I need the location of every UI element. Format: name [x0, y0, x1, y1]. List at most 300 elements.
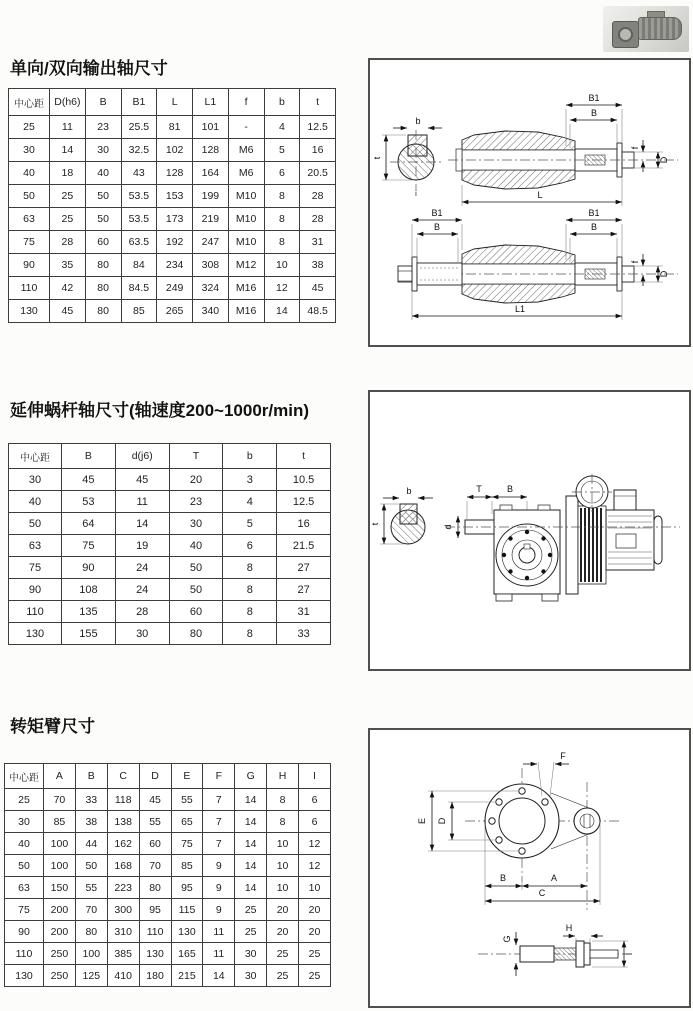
table-cell: 32.5	[121, 139, 157, 162]
table-cell: 110	[139, 921, 171, 943]
dim-label-D: D	[659, 270, 669, 278]
table-cell: 80	[85, 277, 121, 300]
dim-label-b: b	[415, 116, 421, 126]
table-cell: 249	[157, 277, 193, 300]
table-cell: 8	[267, 789, 299, 811]
column-header: F	[203, 764, 235, 789]
table-cell: 9	[203, 899, 235, 921]
table-cell: 50	[169, 557, 223, 579]
table-cell: 31	[277, 601, 331, 623]
table-cell: 21.5	[277, 535, 331, 557]
dim-label-B: B	[590, 108, 598, 118]
table-cell: 60	[169, 601, 223, 623]
table-row	[9, 491, 331, 513]
table-row	[9, 139, 336, 162]
table-cell: 6	[264, 162, 300, 185]
table-cell: 50	[9, 185, 50, 208]
table-cell: 27	[277, 557, 331, 579]
dim-label-A: A	[550, 873, 558, 883]
torque-arm-diagram-frame	[368, 728, 691, 1008]
table-cell: 25	[5, 789, 44, 811]
table-cell: 33	[75, 789, 107, 811]
table-cell: 8	[223, 623, 277, 645]
table-cell: 108	[62, 579, 116, 601]
table-cell: M10	[228, 208, 264, 231]
table-cell: 168	[107, 855, 139, 877]
table-row	[9, 623, 331, 645]
table-row	[5, 833, 331, 855]
dim-label-H: H	[565, 923, 573, 933]
table-cell: 5	[223, 513, 277, 535]
table-cell: 7	[203, 833, 235, 855]
table-cell: 20	[267, 921, 299, 943]
column-header: B1	[121, 89, 157, 116]
table-cell: 130	[9, 623, 62, 645]
table-cell: 130	[139, 943, 171, 965]
dim-label-i: i	[415, 189, 417, 198]
table-cell: 234	[157, 254, 193, 277]
table-cell: 165	[171, 943, 203, 965]
worm-shaft-diagram-frame	[368, 390, 691, 671]
table-cell: 80	[85, 300, 121, 323]
column-header: b	[264, 89, 300, 116]
table-cell: 70	[44, 789, 76, 811]
table-cell: 7	[203, 811, 235, 833]
table-row	[5, 811, 331, 833]
table-cell: 60	[139, 833, 171, 855]
table-cell: 25	[267, 943, 299, 965]
table-row	[5, 965, 331, 987]
table-cell: 3	[223, 469, 277, 491]
table-cell: 5	[264, 139, 300, 162]
table-cell: 85	[121, 300, 157, 323]
table-cell: 100	[44, 855, 76, 877]
table-cell: 11	[50, 116, 86, 139]
table-cell: 8	[264, 208, 300, 231]
table-cell: 130	[171, 921, 203, 943]
column-header: f	[228, 89, 264, 116]
dim-label-D: D	[659, 156, 669, 164]
worm-shaft-dimension-table	[8, 443, 331, 645]
column-header: T	[169, 444, 223, 469]
table-cell: 130	[9, 300, 50, 323]
table-cell: 25	[235, 899, 267, 921]
dim-label-t: t	[372, 156, 382, 160]
table-row	[5, 899, 331, 921]
table-cell: 180	[139, 965, 171, 987]
table-cell: 20	[299, 899, 331, 921]
table-cell: 40	[85, 162, 121, 185]
table-cell: 45	[50, 300, 86, 323]
table-cell: 128	[193, 139, 229, 162]
table-cell: 10	[299, 877, 331, 899]
table-cell: 75	[171, 833, 203, 855]
table-cell: 9	[203, 855, 235, 877]
table-cell: 8	[223, 557, 277, 579]
column-header: B	[85, 89, 121, 116]
table-cell: 385	[107, 943, 139, 965]
table-row	[5, 877, 331, 899]
table-cell: 101	[193, 116, 229, 139]
table-cell: 65	[171, 811, 203, 833]
table-cell: 308	[193, 254, 229, 277]
output-shaft-diagram-frame	[368, 58, 691, 347]
column-header: d(j6)	[115, 444, 169, 469]
table-cell: 8	[223, 579, 277, 601]
table-cell: 10.5	[277, 469, 331, 491]
dim-label-b1: B1	[431, 208, 443, 218]
dim-label-L: L	[537, 190, 543, 200]
table-cell: 90	[62, 557, 116, 579]
table-cell: 50	[9, 513, 62, 535]
table-row	[9, 162, 336, 185]
table-cell: 4	[223, 491, 277, 513]
table-cell: 11	[115, 491, 169, 513]
column-header: 中心距	[9, 89, 50, 116]
table-cell: 14	[235, 789, 267, 811]
table-cell: 10	[267, 833, 299, 855]
table-cell: 14	[235, 877, 267, 899]
table-cell: 70	[139, 855, 171, 877]
table-cell: 28	[115, 601, 169, 623]
table-cell: 40	[169, 535, 223, 557]
table-cell: 80	[139, 877, 171, 899]
table-cell: 192	[157, 231, 193, 254]
table-cell: 30	[235, 965, 267, 987]
table-row	[9, 300, 336, 323]
table-cell: 14	[235, 811, 267, 833]
table-cell: 250	[44, 965, 76, 987]
table-cell: 247	[193, 231, 229, 254]
table-cell: 50	[85, 208, 121, 231]
table-cell: 110	[9, 601, 62, 623]
table-cell: 12.5	[300, 116, 336, 139]
table-cell: 14	[235, 833, 267, 855]
table-cell: 25.5	[121, 116, 157, 139]
photo-motor-shape	[638, 17, 682, 40]
table-cell: 55	[75, 877, 107, 899]
table-cell: M10	[228, 231, 264, 254]
table-row	[5, 943, 331, 965]
column-header: I	[299, 764, 331, 789]
table-cell: 31	[300, 231, 336, 254]
table-cell: 8	[223, 601, 277, 623]
table-cell: 27	[277, 579, 331, 601]
table-cell: 64	[62, 513, 116, 535]
table-cell: 53	[62, 491, 116, 513]
table-cell: 150	[44, 877, 76, 899]
table-cell: 128	[157, 162, 193, 185]
table-cell: 24	[115, 579, 169, 601]
table-cell: 44	[75, 833, 107, 855]
table-cell: 25	[50, 185, 86, 208]
table-cell: 50	[5, 855, 44, 877]
table-cell: 162	[107, 833, 139, 855]
dim-label-B: B	[499, 873, 507, 883]
table-cell: 14	[50, 139, 86, 162]
table-cell: 6	[223, 535, 277, 557]
table-cell: 30	[115, 623, 169, 645]
dim-label-t: t	[370, 522, 380, 526]
table-cell: 63.5	[121, 231, 157, 254]
column-header: A	[44, 764, 76, 789]
photo-gearbox-shape	[612, 21, 639, 48]
table-cell: 12	[299, 833, 331, 855]
table-cell: 90	[9, 254, 50, 277]
table-cell: 14	[203, 965, 235, 987]
table-cell: 11	[203, 943, 235, 965]
column-header: B	[62, 444, 116, 469]
table-cell: 28	[50, 231, 86, 254]
dim-label-B: B	[590, 222, 598, 232]
table-cell: 43	[121, 162, 157, 185]
column-header: 中心距	[5, 764, 44, 789]
table-row	[9, 185, 336, 208]
table-cell: 90	[9, 579, 62, 601]
table-cell: 12	[299, 855, 331, 877]
table-cell: 16	[277, 513, 331, 535]
table-cell: 115	[171, 899, 203, 921]
table-cell: 80	[169, 623, 223, 645]
table-cell: 30	[169, 513, 223, 535]
table-cell: 14	[264, 300, 300, 323]
table-cell: 410	[107, 965, 139, 987]
table-cell: 130	[5, 965, 44, 987]
torque-arm-diagram	[370, 730, 689, 1006]
table-cell: 45	[139, 789, 171, 811]
table-cell: 10	[267, 877, 299, 899]
table-cell: M10	[228, 185, 264, 208]
table-cell: 75	[62, 535, 116, 557]
table-cell: 42	[50, 277, 86, 300]
table-cell: 20	[267, 899, 299, 921]
column-header: G	[235, 764, 267, 789]
table-cell: 14	[235, 855, 267, 877]
table-cell: 45	[115, 469, 169, 491]
table-cell: 10	[267, 855, 299, 877]
table-row	[9, 469, 331, 491]
dim-label-b1: B1	[588, 93, 600, 103]
table-cell: 8	[264, 185, 300, 208]
header-row	[9, 444, 331, 469]
table-cell: 75	[5, 899, 44, 921]
table-cell: 30	[235, 943, 267, 965]
table-row	[9, 231, 336, 254]
table-cell: 100	[75, 943, 107, 965]
table-cell: 63	[9, 535, 62, 557]
table-cell: 6	[299, 789, 331, 811]
table-cell: 20	[299, 921, 331, 943]
table-cell: 80	[85, 254, 121, 277]
table-cell: 102	[157, 139, 193, 162]
section-title-output-shaft: 单向/双向输出轴尺寸	[10, 59, 168, 78]
table-cell: 35	[50, 254, 86, 277]
dim-label-E: E	[417, 817, 427, 825]
table-cell: 4	[264, 116, 300, 139]
dim-label-f: f	[630, 146, 640, 150]
table-cell: 30	[85, 139, 121, 162]
table-cell: 173	[157, 208, 193, 231]
table-cell: 75	[9, 231, 50, 254]
table-row	[5, 855, 331, 877]
table-row	[9, 116, 336, 139]
table-cell: 7	[203, 789, 235, 811]
table-cell: 25	[299, 965, 331, 987]
column-header: L	[157, 89, 193, 116]
table-cell: 20	[169, 469, 223, 491]
dim-label-T: T	[476, 484, 482, 494]
table-cell: 24	[115, 557, 169, 579]
table-cell: M16	[228, 277, 264, 300]
table-cell: 10	[264, 254, 300, 277]
table-cell: 9	[203, 877, 235, 899]
table-cell: 60	[85, 231, 121, 254]
table-cell: M6	[228, 162, 264, 185]
table-cell: 85	[44, 811, 76, 833]
dim-label-f: f	[630, 260, 640, 264]
table-cell: 110	[9, 277, 50, 300]
table-cell: 135	[62, 601, 116, 623]
dim-label-C: C	[538, 888, 546, 898]
dim-label-G: G	[502, 935, 512, 943]
table-cell: 200	[44, 899, 76, 921]
table-cell: 25	[235, 921, 267, 943]
section-title-torque-arm: 转矩臂尺寸	[10, 717, 95, 736]
table-cell: 48.5	[300, 300, 336, 323]
table-cell: 125	[75, 965, 107, 987]
table-cell: 90	[5, 921, 44, 943]
table-cell: 28	[300, 208, 336, 231]
table-row	[5, 789, 331, 811]
table-cell: 95	[171, 877, 203, 899]
table-row	[9, 277, 336, 300]
table-cell: 219	[193, 208, 229, 231]
table-cell: 110	[5, 943, 44, 965]
column-header: H	[267, 764, 299, 789]
header-row	[5, 764, 331, 789]
table-cell: 50	[85, 185, 121, 208]
dim-label-D: D	[437, 817, 447, 825]
dim-label-F: F	[560, 751, 566, 761]
table-cell: 200	[44, 921, 76, 943]
column-header: C	[107, 764, 139, 789]
table-cell: 85	[171, 855, 203, 877]
table-cell: 40	[9, 491, 62, 513]
column-header: L1	[193, 89, 229, 116]
column-header: B	[75, 764, 107, 789]
table-cell: 55	[139, 811, 171, 833]
table-row	[9, 579, 331, 601]
table-cell: 40	[5, 833, 44, 855]
torque-arm-dimension-table	[4, 763, 331, 987]
table-cell: 138	[107, 811, 139, 833]
table-cell: 100	[44, 833, 76, 855]
table-cell: 33	[277, 623, 331, 645]
table-cell: 20.5	[300, 162, 336, 185]
output-shaft-dimension-table	[8, 88, 336, 323]
table-cell: 25	[50, 208, 86, 231]
table-row	[9, 601, 331, 623]
table-cell: 38	[300, 254, 336, 277]
dim-label-b: b	[406, 486, 412, 496]
table-cell: 324	[193, 277, 229, 300]
table-cell: 25	[9, 116, 50, 139]
table-cell: 153	[157, 185, 193, 208]
table-cell: 12.5	[277, 491, 331, 513]
table-cell: 164	[193, 162, 229, 185]
table-cell: 8	[267, 811, 299, 833]
table-cell: 14	[115, 513, 169, 535]
output-shaft-diagram	[370, 60, 689, 345]
table-row	[9, 535, 331, 557]
table-cell: 215	[171, 965, 203, 987]
table-cell: 223	[107, 877, 139, 899]
table-row	[9, 254, 336, 277]
table-row	[5, 921, 331, 943]
gearmotor-product-photo	[603, 6, 689, 52]
table-cell: 300	[107, 899, 139, 921]
dim-label-d: d	[443, 524, 453, 530]
table-cell: 63	[9, 208, 50, 231]
column-header: t	[300, 89, 336, 116]
table-cell: 155	[62, 623, 116, 645]
table-cell: 75	[9, 557, 62, 579]
table-cell: 340	[193, 300, 229, 323]
table-cell: 53.5	[121, 185, 157, 208]
dim-label-L1: L1	[514, 304, 526, 314]
table-cell: 95	[139, 899, 171, 921]
table-cell: M6	[228, 139, 264, 162]
table-cell: 30	[9, 469, 62, 491]
table-cell: 84.5	[121, 277, 157, 300]
table-cell: 45	[62, 469, 116, 491]
table-cell: M16	[228, 300, 264, 323]
table-row	[9, 513, 331, 535]
table-cell: 12	[264, 277, 300, 300]
table-cell: 23	[169, 491, 223, 513]
table-cell: 19	[115, 535, 169, 557]
section-title-worm-shaft: 延伸蜗杆轴尺寸(轴速度200~1000r/min)	[10, 401, 309, 420]
table-row	[9, 208, 336, 231]
table-cell: 8	[264, 231, 300, 254]
table-row	[9, 557, 331, 579]
table-cell: -	[228, 116, 264, 139]
table-cell: 40	[9, 162, 50, 185]
table-cell: 45	[300, 277, 336, 300]
table-cell: 50	[169, 579, 223, 601]
table-cell: 30	[5, 811, 44, 833]
dim-label-b1: B1	[588, 208, 600, 218]
table-cell: 84	[121, 254, 157, 277]
dim-label-B: B	[506, 484, 514, 494]
column-header: b	[223, 444, 277, 469]
table-cell: 310	[107, 921, 139, 943]
table-cell: 70	[75, 899, 107, 921]
header-row	[9, 89, 336, 116]
table-cell: 81	[157, 116, 193, 139]
table-cell: 118	[107, 789, 139, 811]
dim-label-B: B	[433, 222, 441, 232]
table-cell: M12	[228, 254, 264, 277]
table-cell: 16	[300, 139, 336, 162]
table-cell: 63	[5, 877, 44, 899]
column-header: 中心距	[9, 444, 62, 469]
table-cell: 265	[157, 300, 193, 323]
table-cell: 30	[9, 139, 50, 162]
column-header: E	[171, 764, 203, 789]
table-cell: 53.5	[121, 208, 157, 231]
table-cell: 80	[75, 921, 107, 943]
